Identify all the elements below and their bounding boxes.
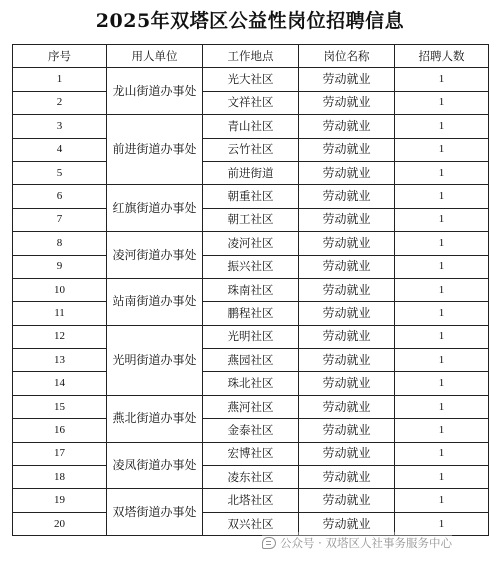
work-location-cell: 北塔社区: [203, 489, 299, 512]
work-location-cell: 青山社区: [203, 115, 299, 138]
table-row: [13, 466, 489, 489]
work-location-cell: 云竹社区: [203, 138, 299, 161]
serial-number-cell: 17: [13, 442, 107, 465]
table-row: [13, 255, 489, 278]
hiring-count-cell: 1: [395, 325, 489, 348]
employer-cell: 燕北街道办事处: [107, 395, 203, 442]
hiring-count-cell: 1: [395, 466, 489, 489]
hiring-count-cell: 1: [395, 138, 489, 161]
header-serial-number: 序号: [13, 45, 107, 68]
position-name-cell: 劳动就业: [299, 395, 395, 418]
wechat-public-account-icon: [262, 537, 276, 549]
work-location-cell: 燕园社区: [203, 349, 299, 372]
work-location-cell: 金泰社区: [203, 419, 299, 442]
hiring-count-cell: 1: [395, 395, 489, 418]
hiring-count-cell: 1: [395, 512, 489, 535]
serial-number-cell: 9: [13, 255, 107, 278]
hiring-count-cell: 1: [395, 161, 489, 184]
hiring-count-cell: 1: [395, 278, 489, 301]
table-row: [13, 372, 489, 395]
table-row: [13, 161, 489, 184]
work-location-cell: 光大社区: [203, 68, 299, 91]
hiring-count-cell: 1: [395, 372, 489, 395]
hiring-count-cell: 1: [395, 349, 489, 372]
table-row: [13, 419, 489, 442]
employer-cell: 凌凤街道办事处: [107, 442, 203, 489]
header-position-name: 岗位名称: [299, 45, 395, 68]
table-row: [13, 138, 489, 161]
hiring-count-cell: 1: [395, 302, 489, 325]
position-name-cell: 劳动就业: [299, 208, 395, 231]
table-row: [13, 489, 489, 512]
serial-number-cell: 6: [13, 185, 107, 208]
employer-cell: 光明街道办事处: [107, 325, 203, 395]
table-row: [13, 442, 489, 465]
table-row: [13, 91, 489, 114]
position-name-cell: 劳动就业: [299, 255, 395, 278]
table-row: [13, 115, 489, 138]
serial-number-cell: 15: [13, 395, 107, 418]
watermark: [262, 532, 452, 554]
table-row: [13, 395, 489, 418]
serial-number-cell: 12: [13, 325, 107, 348]
work-location-cell: 珠南社区: [203, 278, 299, 301]
serial-number-cell: 1: [13, 68, 107, 91]
serial-number-cell: 20: [13, 512, 107, 535]
position-name-cell: 劳动就业: [299, 138, 395, 161]
serial-number-cell: 14: [13, 372, 107, 395]
serial-number-cell: 7: [13, 208, 107, 231]
position-name-cell: 劳动就业: [299, 442, 395, 465]
position-name-cell: 劳动就业: [299, 466, 395, 489]
table-row: [13, 232, 489, 255]
recruitment-table: [12, 44, 489, 536]
hiring-count-cell: 1: [395, 419, 489, 442]
position-name-cell: 劳动就业: [299, 185, 395, 208]
hiring-count-cell: 1: [395, 185, 489, 208]
serial-number-cell: 11: [13, 302, 107, 325]
table-header-row: [13, 45, 489, 68]
position-name-cell: 劳动就业: [299, 512, 395, 535]
position-name-cell: 劳动就业: [299, 419, 395, 442]
position-name-cell: 劳动就业: [299, 372, 395, 395]
table-row: [13, 302, 489, 325]
employer-cell: 站南街道办事处: [107, 278, 203, 325]
serial-number-cell: 8: [13, 232, 107, 255]
header-work-location: 工作地点: [203, 45, 299, 68]
position-name-cell: 劳动就业: [299, 349, 395, 372]
hiring-count-cell: 1: [395, 255, 489, 278]
serial-number-cell: 16: [13, 419, 107, 442]
hiring-count-cell: 1: [395, 68, 489, 91]
work-location-cell: 燕河社区: [203, 395, 299, 418]
table-row: [13, 208, 489, 231]
work-location-cell: 双兴社区: [203, 512, 299, 535]
work-location-cell: 光明社区: [203, 325, 299, 348]
work-location-cell: 凌河社区: [203, 232, 299, 255]
serial-number-cell: 3: [13, 115, 107, 138]
position-name-cell: 劳动就业: [299, 489, 395, 512]
table-row: [13, 185, 489, 208]
position-name-cell: 劳动就业: [299, 91, 395, 114]
work-location-cell: 前进街道: [203, 161, 299, 184]
serial-number-cell: 4: [13, 138, 107, 161]
work-location-cell: 朝工社区: [203, 208, 299, 231]
serial-number-cell: 2: [13, 91, 107, 114]
employer-cell: 前进街道办事处: [107, 115, 203, 185]
position-name-cell: 劳动就业: [299, 232, 395, 255]
position-name-cell: 劳动就业: [299, 302, 395, 325]
table-row: [13, 325, 489, 348]
position-name-cell: 劳动就业: [299, 325, 395, 348]
work-location-cell: 文祥社区: [203, 91, 299, 114]
work-location-cell: 朝重社区: [203, 185, 299, 208]
position-name-cell: 劳动就业: [299, 161, 395, 184]
serial-number-cell: 10: [13, 278, 107, 301]
employer-cell: 龙山街道办事处: [107, 68, 203, 115]
work-location-cell: 宏博社区: [203, 442, 299, 465]
hiring-count-cell: 1: [395, 115, 489, 138]
serial-number-cell: 5: [13, 161, 107, 184]
hiring-count-cell: 1: [395, 232, 489, 255]
table-row: [13, 349, 489, 372]
employer-cell: 双塔街道办事处: [107, 489, 203, 536]
work-location-cell: 振兴社区: [203, 255, 299, 278]
serial-number-cell: 13: [13, 349, 107, 372]
header-employer: 用人单位: [107, 45, 203, 68]
table-body: [13, 68, 489, 536]
work-location-cell: 鹏程社区: [203, 302, 299, 325]
page-title: 2025年双塔区公益性岗位招聘信息: [95, 10, 405, 32]
header-hiring-count: 招聘人数: [395, 45, 489, 68]
table-row: [13, 68, 489, 91]
table-row: [13, 278, 489, 301]
position-name-cell: 劳动就业: [299, 278, 395, 301]
position-name-cell: 劳动就业: [299, 68, 395, 91]
position-name-cell: 劳动就业: [299, 115, 395, 138]
hiring-count-cell: 1: [395, 208, 489, 231]
serial-number-cell: 18: [13, 466, 107, 489]
employer-cell: 凌河街道办事处: [107, 232, 203, 279]
serial-number-cell: 19: [13, 489, 107, 512]
employer-cell: 红旗街道办事处: [107, 185, 203, 232]
work-location-cell: 珠北社区: [203, 372, 299, 395]
watermark-text: 公众号 · 双塔区人社事务服务中心: [280, 536, 452, 550]
hiring-count-cell: 1: [395, 442, 489, 465]
hiring-count-cell: 1: [395, 91, 489, 114]
work-location-cell: 凌东社区: [203, 466, 299, 489]
hiring-count-cell: 1: [395, 489, 489, 512]
